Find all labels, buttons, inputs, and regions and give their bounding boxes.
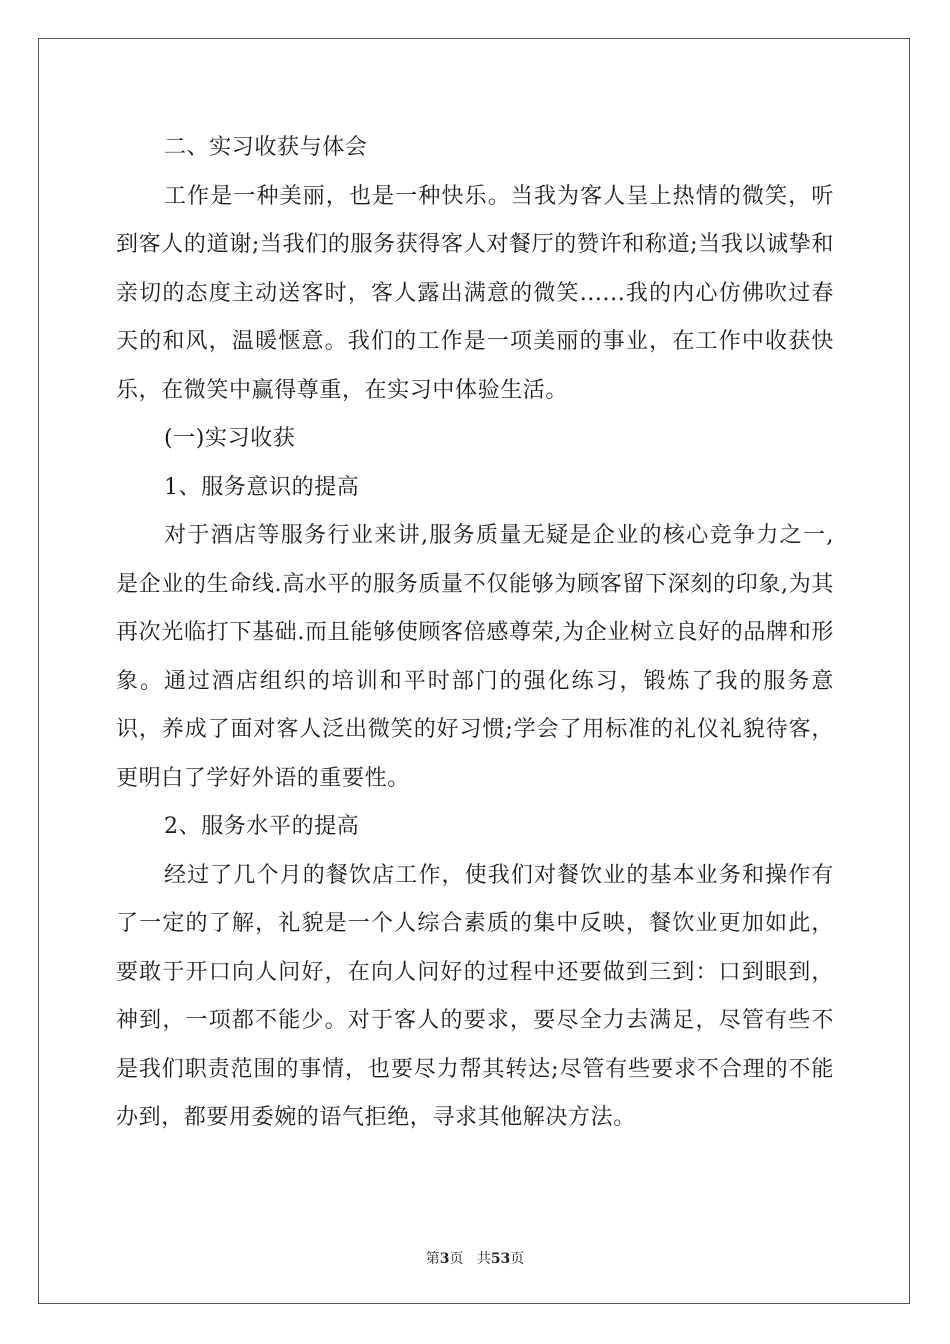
item-heading-service-level: 2、服务水平的提高 [164, 814, 360, 839]
total-pages: 53 [490, 1251, 511, 1267]
item-heading-service-awareness: 1、服务意识的提高 [164, 474, 360, 500]
total-prefix: 共 [476, 1251, 491, 1267]
page-prefix: 第 [425, 1251, 440, 1267]
total-suffix: 页 [510, 1251, 525, 1267]
paragraph-work-beauty: 工作是一种美丽，也是一种快乐。当我为客人呈上热情的微笑，听到客人的道谢;当我们的服务获得客人对餐厅的赞许和称道;当我以诚挚和亲切的态度主动送客时，客人露出满意的微笑......我的内心仿佛吹过春天的和风，温暖惬意。我们的工作是一项美丽的事业，在工作中收获快乐，在微笑中赢得尊重，在实习中体验生活。 [116, 183, 834, 403]
page-footer [0, 1248, 950, 1268]
section-heading-harvest: 二、实习收获与体会 [164, 135, 368, 160]
page-suffix: 页 [449, 1251, 464, 1267]
paragraph-service-awareness: 对于酒店等服务行业来讲,服务质量无疑是企业的核心竞争力之一,是企业的生命线.高水平的服务质量不仅能够为顾客留下深刻的印象,为其再次光临打下基础.而且能够使顾客倍感尊荣,为企业树立良好的品牌和形象。通过酒店组织的培训和平时部门的强化练习，锻炼了我的服务意识，养成了面对客人泛出微笑的好习惯;学会了用标准的礼仪礼貌待客，更明白了学好外语的重要性。 [116, 523, 834, 791]
paragraph-service-level: 经过了几个月的餐饮店工作，使我们对餐饮业的基本业务和操作有了一定的了解，礼貌是一个人综合素质的集中反映，餐饮业更加如此，要敢于开口向人问好，在向人问好的过程中还要做到三到：口到眼到，神到，一项都不能少。对于客人的要求，要尽全力去满足，尽管有些不是我们职责范围的事情，也要尽力帮其转达;尽管有些要求不合理的不能办到，都要用委婉的语气拒绝，寻求其他解决方法。 [116, 862, 834, 1130]
page-number: 3 [439, 1251, 450, 1267]
subsection-heading-harvest: (一)实习收获 [164, 426, 296, 451]
document-body [116, 124, 834, 1143]
